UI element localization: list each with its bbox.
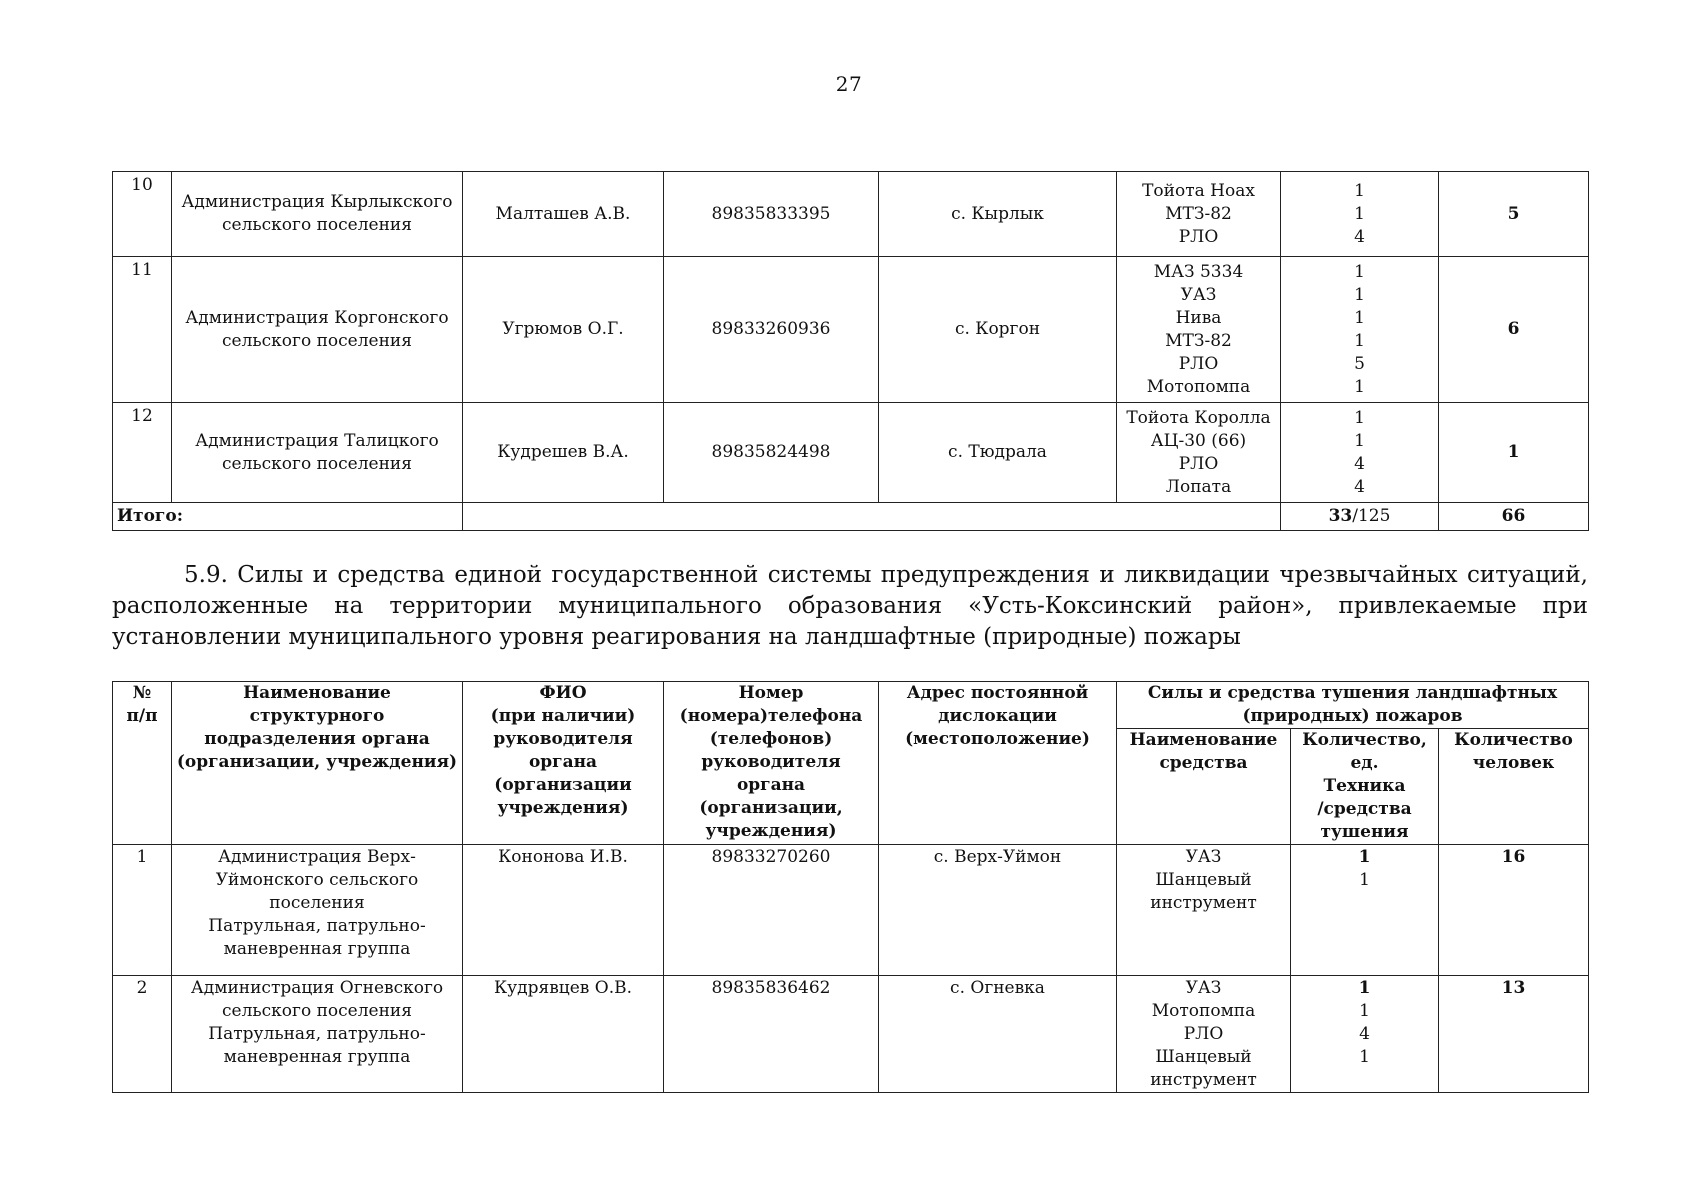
head-name-cell: Угрюмов О.Г. — [463, 257, 664, 403]
quantity-item: 1 — [1358, 847, 1371, 867]
means-cell — [1117, 976, 1291, 1093]
table-row — [113, 257, 1589, 403]
means-item: УАЗ — [1180, 284, 1217, 305]
header-line: (местоположение) — [905, 729, 1090, 749]
header-line: учреждения) — [497, 798, 629, 818]
row-number: 12 — [113, 403, 172, 503]
header-line: /средства — [1317, 799, 1412, 819]
header-line: Количество, ед. — [1302, 730, 1427, 773]
header-line: № — [132, 683, 152, 703]
organization-cell — [172, 976, 463, 1093]
quantity-item: 1 — [1359, 870, 1370, 890]
quantity-cell — [1281, 403, 1439, 503]
organization-cell — [172, 403, 463, 503]
header-line: руководителя органа — [493, 729, 633, 772]
quantity-item: 4 — [1359, 1024, 1370, 1044]
quantity-item: 4 — [1354, 453, 1365, 474]
header-people — [1439, 729, 1589, 845]
table-row — [113, 976, 1589, 1093]
means-item: инструмент — [1150, 1070, 1257, 1090]
quantity-item: 1 — [1354, 284, 1365, 305]
header-line: Наименование структурного — [243, 683, 391, 726]
quantity-cell — [1291, 845, 1439, 976]
quantity-item: 4 — [1354, 226, 1365, 247]
quantity-item: 1 — [1354, 203, 1365, 224]
means-item: РЛО — [1178, 353, 1219, 374]
means-item: МАЗ 5334 — [1153, 261, 1244, 282]
means-item: Тойота Ноах — [1142, 180, 1255, 201]
header-line: Адрес постоянной — [906, 683, 1089, 703]
total-quantity-cell — [1281, 503, 1439, 531]
page-number: 27 — [835, 72, 863, 96]
location-cell: с. Верх-Уймон — [879, 845, 1117, 976]
quantity-item: 1 — [1358, 978, 1371, 998]
header-line: Номер — [738, 683, 804, 703]
header-line: средства — [1159, 753, 1248, 773]
quantity-cell — [1291, 976, 1439, 1093]
header-row — [113, 682, 1589, 729]
row-number: 10 — [113, 172, 172, 257]
means-item: УАЗ — [1185, 847, 1222, 867]
organization-line: Администрация Коргонского — [185, 307, 449, 328]
organization-line: маневренная группа — [223, 1047, 411, 1067]
people-count-cell: 5 — [1439, 172, 1589, 257]
row-number: 11 — [113, 257, 172, 403]
organization-cell — [172, 172, 463, 257]
means-cell — [1117, 403, 1281, 503]
quantity-cell — [1281, 172, 1439, 257]
header-line: человек — [1472, 753, 1555, 773]
header-number — [113, 682, 172, 845]
organization-line: Администрация Кырлыкского — [181, 192, 453, 212]
table-row — [113, 403, 1589, 503]
organization-cell — [172, 845, 463, 976]
quantity-item: 1 — [1354, 261, 1365, 282]
phone-cell: 89835833395 — [664, 172, 879, 257]
organization-cell — [172, 257, 463, 403]
location-cell: с. Огневка — [879, 976, 1117, 1093]
quantity-cell — [1281, 257, 1439, 403]
head-name-cell: Кононова И.В. — [463, 845, 664, 976]
organization-line: сельского поселения — [222, 215, 412, 235]
means-item: РЛО — [1178, 453, 1219, 474]
header-line: (организации, — [699, 798, 843, 818]
means-item: АЦ-30 (66) — [1150, 430, 1247, 451]
means-item: Лопата — [1165, 476, 1232, 497]
fire-forces-table-continued — [112, 171, 1589, 531]
row-number: 1 — [113, 845, 172, 976]
total-quantity-bold: 33 — [1328, 506, 1353, 526]
total-people-cell: 66 — [1439, 503, 1589, 531]
total-row — [113, 503, 1589, 531]
quantity-item: 1 — [1354, 180, 1365, 201]
people-count-cell: 1 — [1439, 403, 1589, 503]
head-name-cell: Малташев А.В. — [463, 172, 664, 257]
means-item: МТЗ-82 — [1165, 203, 1232, 224]
organization-line: поселения — [269, 893, 365, 913]
total-label: Итого: — [113, 503, 463, 531]
phone-cell: 89835824498 — [664, 403, 879, 503]
means-item: Нива — [1175, 307, 1222, 328]
header-organization — [172, 682, 463, 845]
header-line: п/п — [126, 706, 158, 726]
quantity-item: 5 — [1354, 353, 1365, 374]
header-line: руководителя органа — [701, 752, 841, 795]
header-line: тушения — [1320, 822, 1409, 842]
header-phone — [664, 682, 879, 845]
header-line: (телефонов) — [709, 729, 833, 749]
head-name-cell: Кудрешев В.А. — [463, 403, 664, 503]
section-paragraph: 5.9. Силы и средства единой государственной системы предупреждения и ликвидации чрезвычайных ситуаций, расположенные на территории муниципального образования «Усть-Коксинский район», привлекаемые при установлении муниципального уровня реагирования на ландшафтные (природные) пожары — [112, 562, 1588, 650]
header-line: (организации, учреждения) — [176, 752, 458, 772]
people-count-cell: 6 — [1439, 257, 1589, 403]
means-item: Шанцевый — [1155, 870, 1252, 890]
organization-line: сельского поселения — [222, 1001, 412, 1021]
head-name-cell: Кудрявцев О.В. — [463, 976, 664, 1093]
quantity-item: 1 — [1354, 307, 1365, 328]
location-cell: с. Кырлык — [879, 172, 1117, 257]
means-item: Мотопомпа — [1151, 1001, 1256, 1021]
phone-cell: 89835836462 — [664, 976, 879, 1093]
means-item: Мотопомпа — [1146, 376, 1251, 397]
organization-line: Патрульная, патрульно- — [208, 1024, 426, 1044]
row-number: 2 — [113, 976, 172, 1093]
means-item: Тойота Королла — [1126, 407, 1271, 428]
header-line: (при наличии) — [490, 706, 636, 726]
header-quantity — [1291, 729, 1439, 845]
emergency-forces-table — [112, 681, 1589, 1093]
organization-line: Патрульная, патрульно- — [208, 916, 426, 936]
location-cell: с. Тюдрала — [879, 403, 1117, 503]
means-item: РЛО — [1178, 226, 1219, 247]
organization-line: Администрация Огневского — [190, 978, 444, 998]
quantity-item: 1 — [1359, 1047, 1370, 1067]
table-row — [113, 172, 1589, 257]
header-location — [879, 682, 1117, 845]
header-line: Количество — [1454, 730, 1573, 750]
means-cell — [1117, 257, 1281, 403]
organization-line: Администрация Верх- — [218, 847, 416, 867]
means-item: Шанцевый — [1155, 1047, 1252, 1067]
means-cell — [1117, 172, 1281, 257]
header-line: учреждения) — [705, 821, 837, 841]
means-item: УАЗ — [1185, 978, 1222, 998]
total-quantity-rest: /125 — [1352, 506, 1391, 526]
location-cell: с. Коргон — [879, 257, 1117, 403]
header-line: ФИО — [539, 683, 587, 703]
total-empty-cell — [463, 503, 1281, 531]
quantity-item: 1 — [1354, 407, 1365, 428]
organization-line: Администрация Талицкого — [195, 430, 439, 451]
quantity-item: 1 — [1354, 430, 1365, 451]
people-count-cell: 16 — [1439, 845, 1589, 976]
header-forces-group: Силы и средства тушения ландшафтных (природных) пожаров — [1117, 682, 1589, 729]
table-row — [113, 845, 1589, 976]
header-line: (организации — [494, 775, 632, 795]
phone-cell: 89833260936 — [664, 257, 879, 403]
means-item: МТЗ-82 — [1165, 330, 1232, 351]
quantity-item: 4 — [1354, 476, 1365, 497]
header-line: (номера)телефона — [679, 706, 863, 726]
organization-line: Уймонского сельского — [215, 870, 419, 890]
quantity-item: 1 — [1354, 330, 1365, 351]
quantity-item: 1 — [1354, 376, 1365, 397]
phone-cell: 89833270260 — [664, 845, 879, 976]
means-item: РЛО — [1183, 1024, 1224, 1044]
organization-line: маневренная группа — [223, 939, 411, 959]
header-means — [1117, 729, 1291, 845]
organization-line: сельского поселения — [222, 330, 412, 351]
people-count-cell: 13 — [1439, 976, 1589, 1093]
quantity-item: 1 — [1359, 1001, 1370, 1021]
means-cell — [1117, 845, 1291, 976]
organization-line: сельского поселения — [222, 453, 412, 474]
header-line: дислокации — [938, 706, 1057, 726]
header-head-name — [463, 682, 664, 845]
header-line: Наименование — [1129, 730, 1278, 750]
header-line: Техника — [1323, 776, 1406, 796]
header-line: подразделения органа — [204, 729, 430, 749]
means-item: инструмент — [1150, 893, 1257, 913]
